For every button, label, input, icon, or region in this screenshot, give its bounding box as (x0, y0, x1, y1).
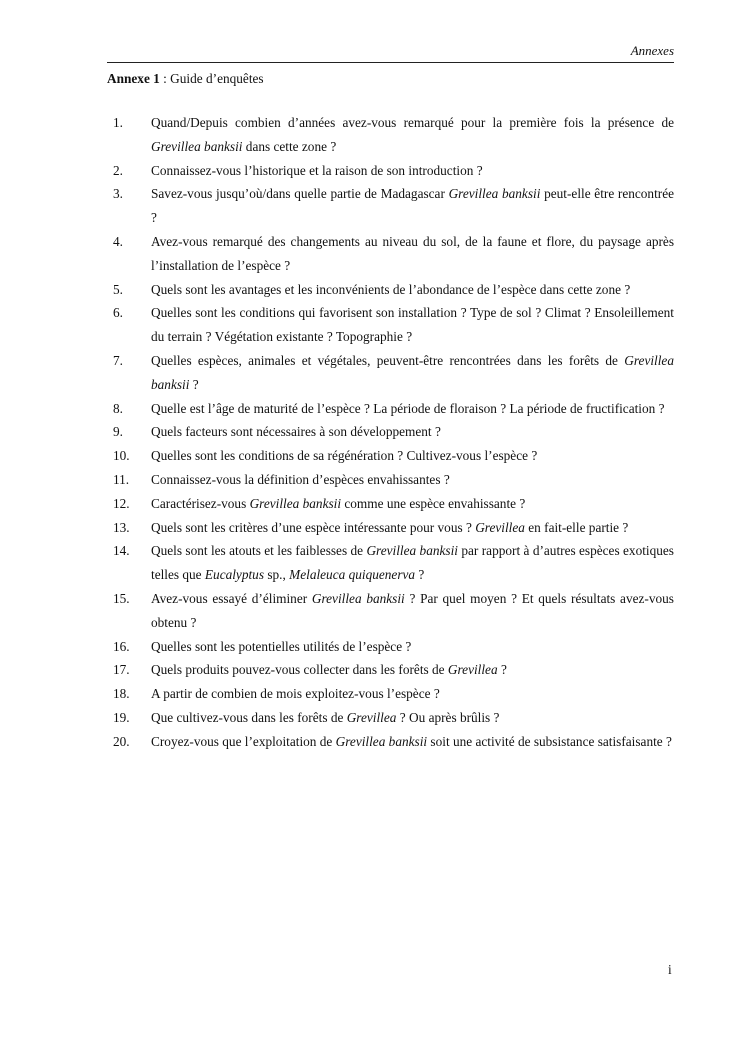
question-number: 14. (113, 543, 130, 559)
question-item (113, 397, 674, 421)
question-text: comme une espèce envahissante ? (341, 495, 526, 511)
question-item (113, 492, 674, 516)
species-name: Grevillea banksii (335, 733, 428, 749)
question-text: ? (189, 376, 199, 392)
question-item (113, 301, 674, 349)
question-number: 20. (113, 733, 130, 749)
question-number: 19. (113, 709, 130, 725)
question-text: en fait-elle partie ? (524, 519, 629, 535)
question-item (113, 587, 674, 635)
title-separator: : (159, 71, 171, 86)
question-text: Connaissez-vous l’historique et la raison de son introduction ? (151, 162, 483, 178)
running-header: Annexes (630, 43, 674, 58)
species-name: Melaleuca quiquenerva (289, 567, 416, 583)
question-text: Quels facteurs sont nécessaires à son développement ? (151, 424, 441, 440)
question-text: soit une activité de subsistance satisfaisante ? (427, 733, 672, 749)
question-item (113, 111, 674, 159)
question-number: 4. (113, 233, 123, 249)
question-list (113, 111, 675, 754)
question-text: sp., (264, 567, 290, 583)
question-text: Croyez-vous que l’exploitation de (151, 733, 336, 749)
question-text: par rapport à d’autres espèces exotiques telles que (151, 543, 674, 583)
species-name: Eucalyptus (204, 567, 265, 583)
question-text: Connaissez-vous la définition d’espèces envahissantes ? (151, 471, 450, 487)
species-name: Grevillea (475, 519, 525, 535)
question-item (113, 516, 674, 540)
species-name: Grevillea banksii (249, 495, 342, 511)
question-text: Savez-vous jusqu’où/dans quelle partie de Madagascar (151, 186, 449, 202)
question-number: 2. (113, 162, 123, 178)
question-number: 6. (113, 305, 123, 321)
section-title (107, 71, 264, 87)
annex-label: Annexe 1 (107, 71, 160, 86)
question-item (113, 182, 675, 230)
question-text: dans cette zone ? (242, 138, 337, 154)
species-name: Grevillea banksii (151, 138, 243, 154)
question-item (113, 682, 674, 706)
question-text: Quelles sont les conditions de sa régénération ? Cultivez-vous l’espèce ? (151, 448, 538, 464)
species-name: Grevillea banksii (366, 543, 458, 559)
question-text: ? Ou après brûlis ? (396, 709, 500, 725)
question-text: Quelles sont les potentielles utilités de l’espèce ? (151, 638, 412, 654)
annex-title: Guide d’enquêtes (170, 71, 264, 86)
question-item (113, 468, 674, 492)
question-number: 16. (113, 638, 130, 654)
page-number: i (668, 962, 672, 977)
question-text: Quand/Depuis combien d’années avez-vous remarqué pour la première fois la présence de (151, 115, 674, 130)
question-text: Quels sont les avantages et les inconvénients de l’abondance de l’espèce dans cette zone ? (151, 281, 631, 297)
question-number: 5. (113, 281, 123, 297)
question-number: 12. (113, 495, 130, 511)
question-number: 15. (113, 590, 130, 606)
question-item (113, 635, 674, 659)
species-name: Grevillea banksii (448, 186, 541, 202)
header-rule (107, 62, 674, 63)
question-item (113, 730, 674, 754)
question-text: Quels sont les critères d’une espèce intéressante pour vous ? (151, 519, 476, 535)
question-text: ? Par quel moyen ? Et quels résultats avez-vous obtenu ? (151, 590, 674, 630)
question-number: 10. (113, 448, 130, 464)
question-item (113, 349, 674, 397)
question-item (113, 444, 674, 468)
question-text: peut-elle être rencontrée ? (151, 186, 675, 226)
question-text: Avez-vous remarqué des changements au niveau du sol, de la faune et flore, du paysage après l’installation de l’espèce ? (151, 233, 674, 273)
question-number: 17. (113, 662, 130, 678)
question-text: ? (415, 567, 425, 583)
question-text: Quels sont les atouts et les faiblesses de (151, 543, 367, 559)
species-name: Grevillea banksii (311, 590, 405, 606)
species-name: Grevillea banksii (151, 352, 674, 392)
question-text: Avez-vous essayé d’éliminer (151, 590, 312, 606)
question-text: Quelle est l’âge de maturité de l’espèce ? La période de floraison ? La période de fructification ? (151, 400, 665, 416)
question-text: A partir de combien de mois exploitez-vous l’espèce ? (151, 686, 440, 702)
question-item (113, 159, 674, 183)
question-number: 9. (113, 424, 123, 440)
question-text: Quelles espèces, animales et végétales, peuvent-être rencontrées dans les forêts de (151, 352, 625, 368)
question-number: 8. (113, 400, 123, 416)
question-number: 18. (113, 686, 130, 702)
question-item (113, 539, 674, 587)
question-number: 11. (113, 471, 130, 487)
question-number: 1. (113, 115, 123, 130)
question-item (113, 230, 674, 278)
species-name: Grevillea (447, 662, 498, 678)
question-text: Que cultivez-vous dans les forêts de (151, 709, 347, 725)
question-item (113, 278, 674, 302)
question-item (113, 706, 674, 730)
species-name: Grevillea (346, 709, 397, 725)
question-number: 13. (113, 519, 130, 535)
question-number: 7. (113, 352, 123, 368)
question-item (113, 420, 674, 444)
question-text: Quels produits pouvez-vous collecter dans les forêts de (151, 662, 448, 678)
question-number: 3. (113, 186, 123, 202)
question-text: ? (497, 662, 507, 678)
question-item (113, 658, 674, 682)
question-text: Quelles sont les conditions qui favorisent son installation ? Type de sol ? Climat ? Ensoleillement du terrain ? Végétation existante ? Topographie ? (151, 305, 674, 345)
question-text: Caractérisez-vous (151, 495, 250, 511)
